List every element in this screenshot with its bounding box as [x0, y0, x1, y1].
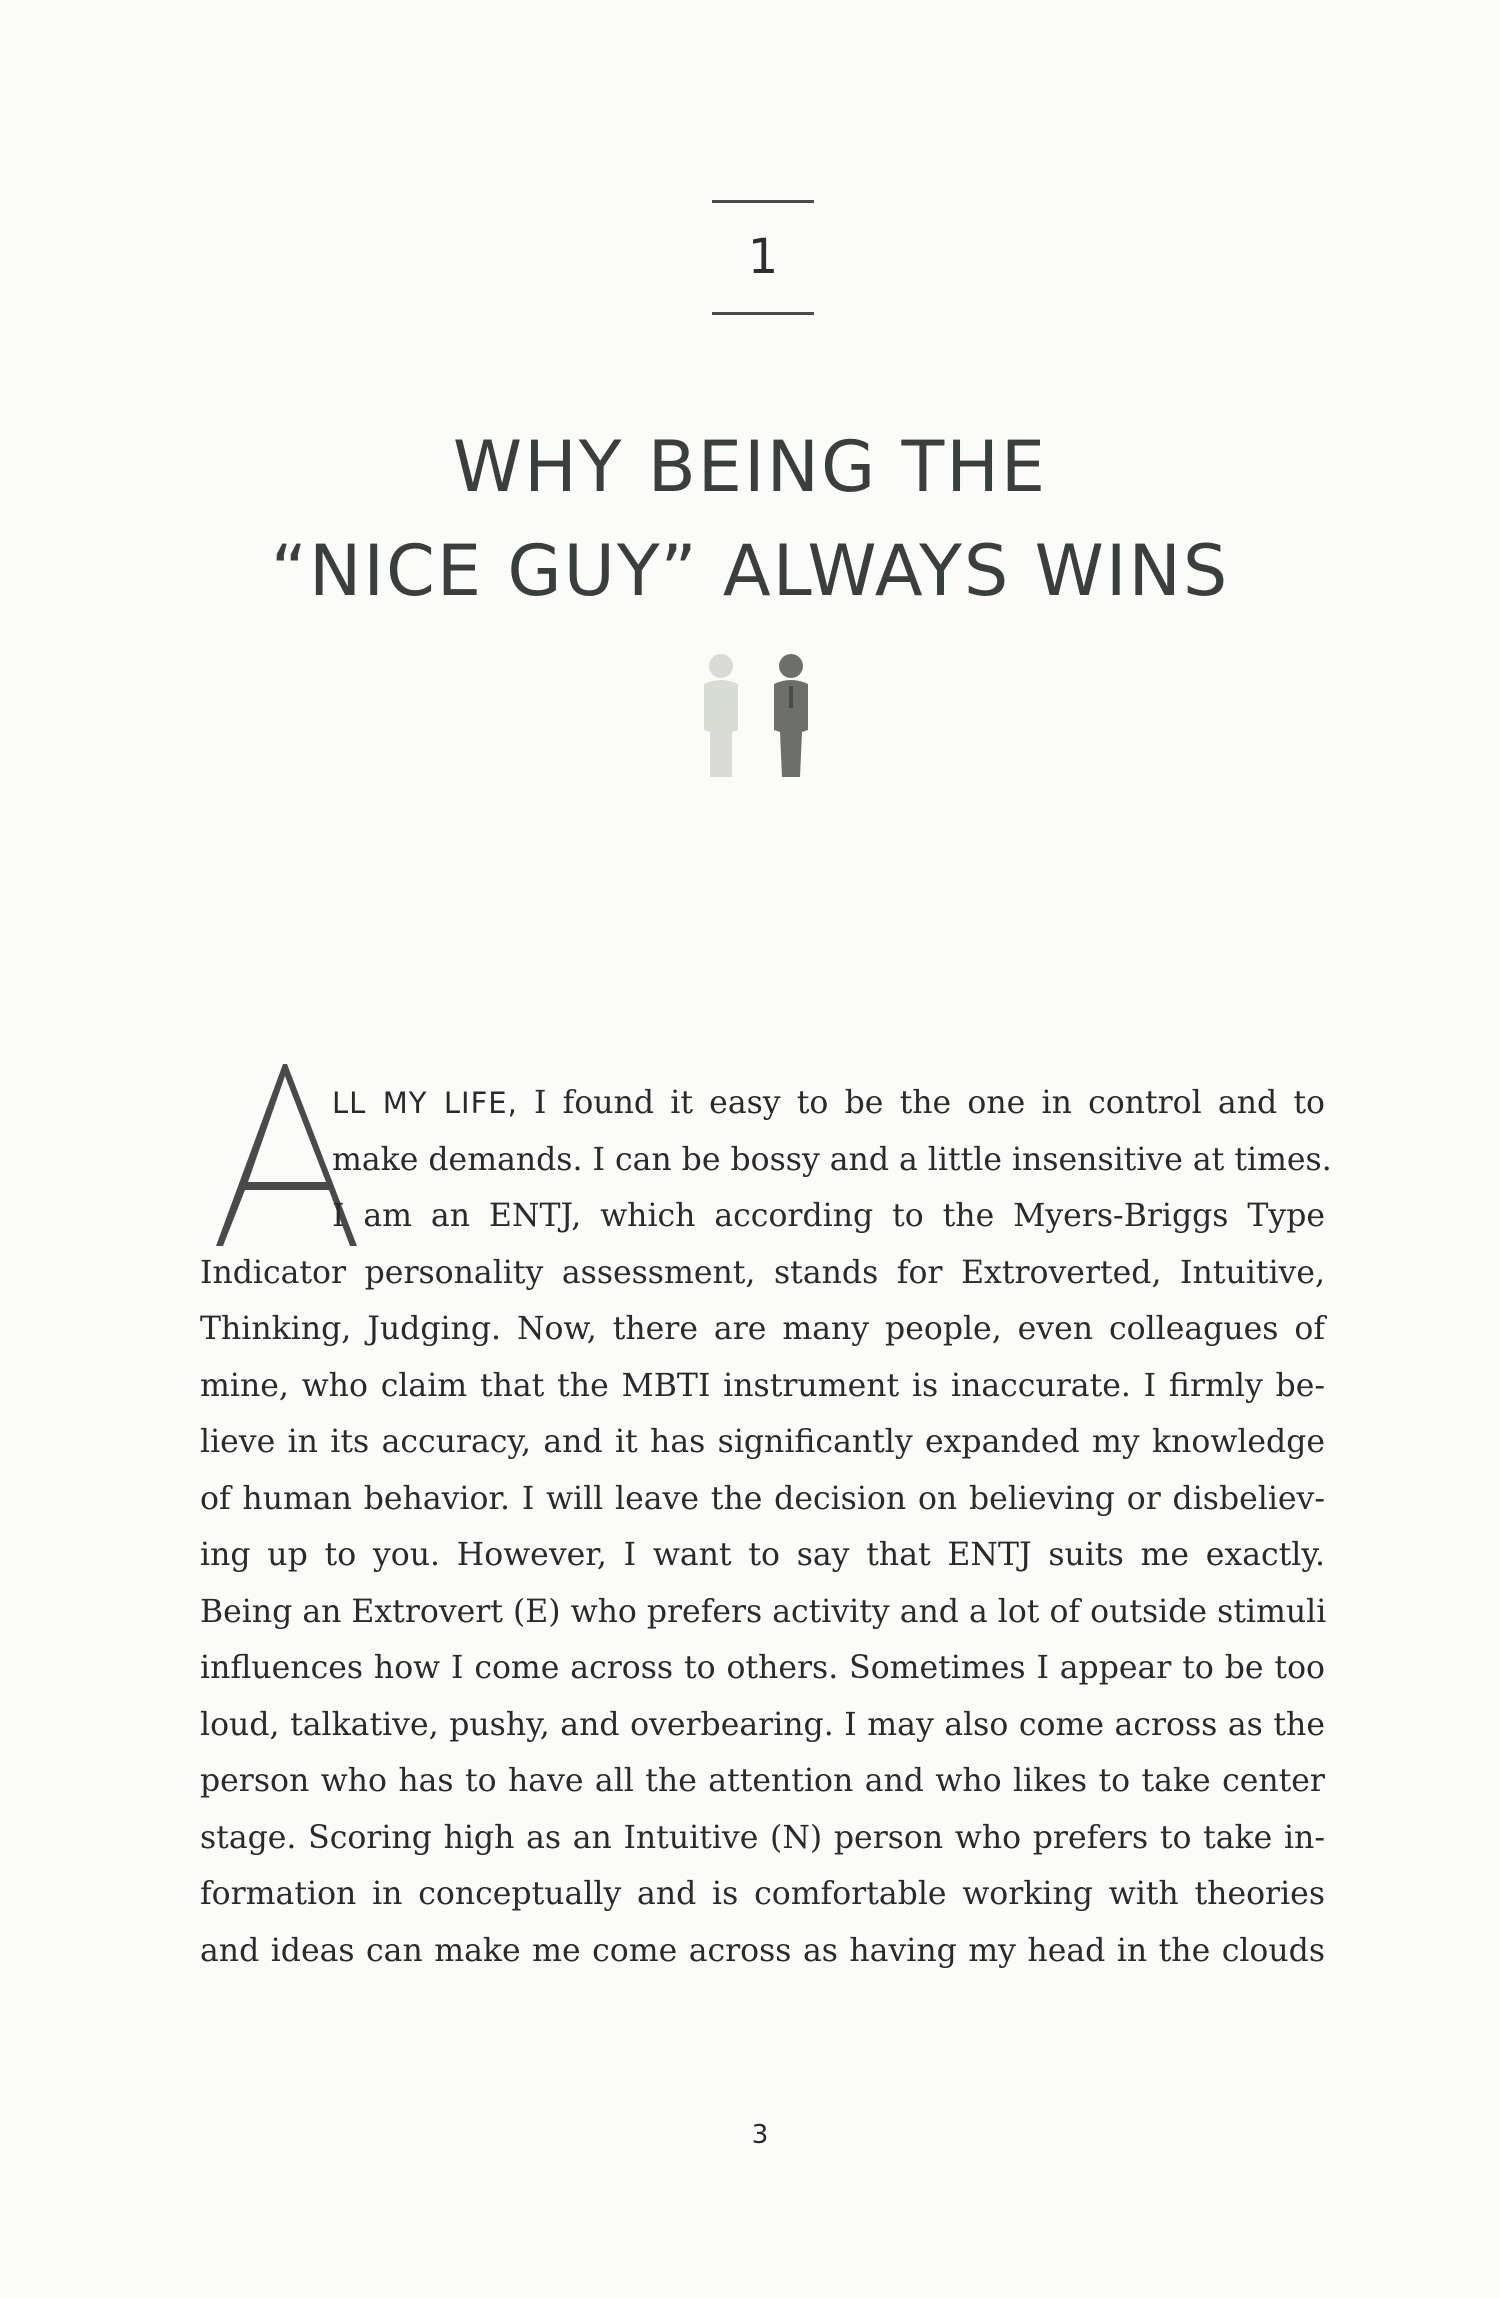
page-number: 3 — [751, 2120, 769, 2150]
body-text — [200, 1075, 1332, 1979]
body-line: lieve in its accuracy, and it has significantly expanded my knowledge — [200, 1424, 1325, 1460]
body-line: ing up to you. However, I want to say that ENTJ suits me exactly. — [200, 1537, 1325, 1573]
body-line: mine, who claim that the MBTI instrument is inaccurate. I firmly be- — [200, 1367, 1325, 1404]
chapter-title-line-1: WHY BEING THE — [452, 426, 1048, 508]
lead-in: LL MY LIFE, — [332, 1086, 518, 1120]
body-line: I am an ENTJ, which according to the Myers-Briggs Type — [332, 1198, 1325, 1234]
chapter-number-block — [712, 200, 814, 315]
two-people-icon — [692, 652, 852, 782]
body-line: influences how I come across to others. Sometimes I appear to be too — [200, 1650, 1325, 1686]
body-line: formation in conceptually and is comfortable working with theories — [200, 1876, 1325, 1912]
chapter-title-line-2: “NICE GUY” ALWAYS WINS — [270, 530, 1230, 612]
body-line: Being an Extrovert (E) who prefers activity and a lot of outside stimuli — [200, 1593, 1327, 1630]
body-line — [200, 1075, 1325, 1132]
chapter-title — [150, 415, 1350, 623]
body-line-text: I found it easy to be the one in control and to — [517, 1085, 1325, 1121]
chapter-rule-top — [712, 200, 814, 203]
body-line: loud, talkative, pushy, and overbearing. I may also come across as the — [200, 1706, 1325, 1743]
body-line: and ideas can make me come across as having my head in the clouds — [200, 1932, 1325, 1969]
chapter-number: 1 — [747, 229, 779, 285]
body-line: of human behavior. I will leave the decision on believing or disbeliev- — [200, 1480, 1325, 1517]
body-line: Thinking, Judging. Now, there are many people, even colleagues of — [200, 1311, 1325, 1347]
body-line: Indicator personality assessment, stands for Extroverted, Intuitive, — [200, 1254, 1325, 1291]
body-line: person who has to have all the attention and who likes to take center — [200, 1763, 1325, 1799]
body-line: make demands. I can be bossy and a little insensitive at times. — [332, 1141, 1332, 1178]
chapter-rule-bottom — [712, 312, 814, 315]
body-line: stage. Scoring high as an Intuitive (N) person who prefers to take in- — [200, 1819, 1325, 1856]
